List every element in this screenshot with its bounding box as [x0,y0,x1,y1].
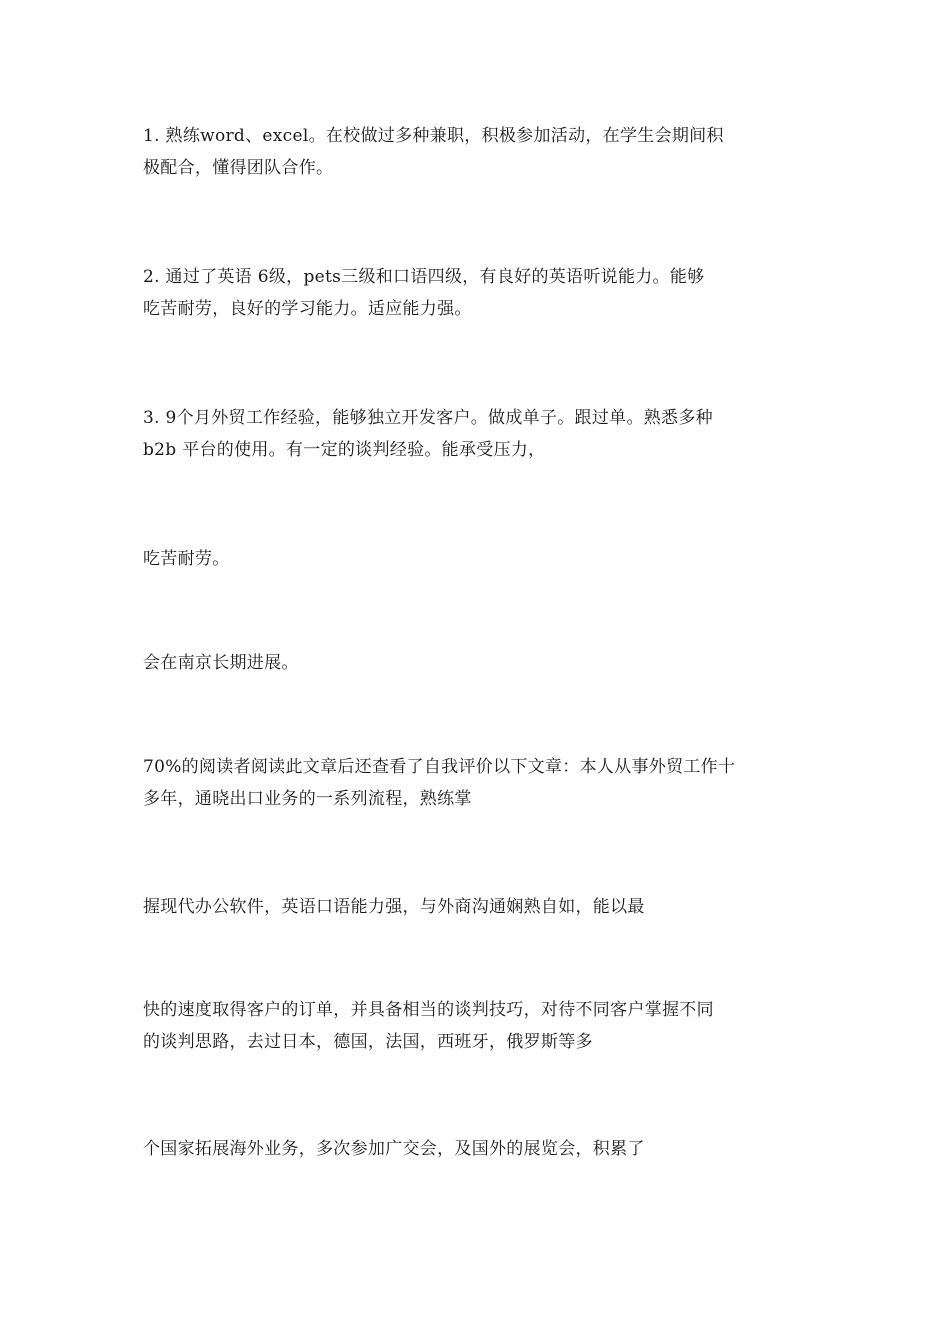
text-line: 吃苦耐劳，良好的学习能力。适应能力强。 [143,299,472,319]
text-line: 吃苦耐劳。 [143,549,230,569]
paragraph-hardworking [143,543,823,575]
text-line: b2b 平台的使用。有一定的谈判经验。能承受压力， [143,440,546,460]
text-line: 3. 9个月外贸工作经验，能够独立开发客户。做成单子。跟过单。熟悉多种 [143,408,713,428]
paragraph-nanjing [143,647,823,679]
text-line: 1. 熟练word、excel。在校做过多种兼职，积极参加活动，在学生会期间积 [143,126,724,146]
text-line: 会在南京长期进展。 [143,653,299,673]
paragraph-office-software [143,891,823,923]
paragraph-skills-office [143,120,823,184]
text-line: 2. 通过了英语 6级，pets三级和口语四级，有良好的英语听说能力。能够 [143,267,705,287]
paragraph-related-article [143,751,823,815]
paragraph-negotiation [143,994,823,1058]
paragraph-skills-english [143,261,823,325]
text-line: 70%的阅读者阅读此文章后还查看了自我评价以下文章：本人从事外贸工作十 [143,757,736,777]
text-line: 个国家拓展海外业务，多次参加广交会，及国外的展览会，积累了 [143,1139,645,1159]
text-line: 多年，通晓出口业务的一系列流程，熟练掌 [143,789,472,809]
text-line: 快的速度取得客户的订单，并具备相当的谈判技巧，对待不同客户掌握不同 [143,1000,714,1020]
text-line: 的谈判思路，去过日本，德国，法国，西班牙，俄罗斯等多 [143,1032,593,1052]
paragraph-overseas-business [143,1133,823,1165]
paragraph-experience [143,402,823,466]
text-line: 握现代办公软件，英语口语能力强，与外商沟通娴熟自如，能以最 [143,897,645,917]
text-line: 极配合，懂得团队合作。 [143,158,334,178]
